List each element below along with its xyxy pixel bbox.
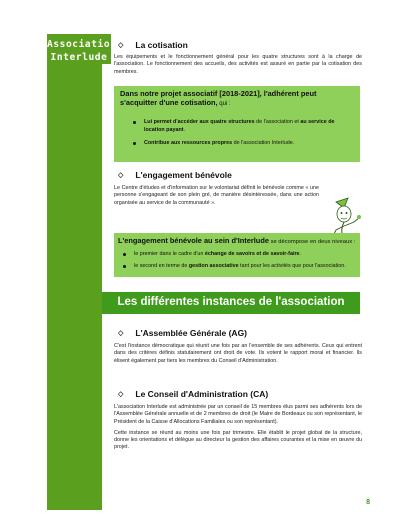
engagement-title-bold: L'engagement bénévole au sein d'Interlude xyxy=(118,236,269,245)
projet-item2-bold: Contribue aux ressources propres xyxy=(144,140,233,146)
square-bullet-icon: ◇ xyxy=(118,42,124,49)
bullet-icon xyxy=(133,142,136,145)
sidebar-notch xyxy=(102,64,111,510)
ag-heading-text: L'Assemblée Générale (AG) xyxy=(135,328,248,338)
bullet-icon xyxy=(123,253,126,256)
section-title: Les différentes instances de l'association xyxy=(117,296,345,308)
sidebar-title-line1: Association xyxy=(47,39,117,50)
square-bullet-icon: ◇ xyxy=(118,391,124,398)
ca-heading xyxy=(114,389,362,399)
projet-item1-bold: Lui permet d'accéder aux quatre structures xyxy=(144,119,255,125)
ag-text: C'est l'instance démocratique qui réunit une fois par an l'ensemble de ses adhérents. Ceux qui entrent dans des critères définis statutairement ont droit de vote. Ils votent le rapport moral et financier. Ils élisent également par tiers les membres du Conseil d'Administration. xyxy=(114,343,362,364)
projet-item2-rest: de l'association Interlude. xyxy=(232,140,295,146)
ag-section xyxy=(114,328,362,365)
list-item xyxy=(120,263,356,271)
engagement-item1-pre: le premier dans le cadre d'un xyxy=(134,251,205,257)
square-bullet-icon: ◇ xyxy=(118,172,124,179)
sidebar-title-line2: Interlude xyxy=(50,52,108,63)
engagement-box-title xyxy=(118,236,356,247)
engagement-item2-pre: le second en terme de xyxy=(134,262,189,269)
engagement-item2-end: tant pour les activités que pour l'association. xyxy=(238,262,346,269)
benevole-text: Le Centre d'études et d'information sur le volontariat définit le bénévole comme « une personne s'engageant de son plein gré, de manière désintéressée, dans une action organisée au service de la communauté ». xyxy=(114,185,319,206)
projet-box-title-rest: qui : xyxy=(217,101,231,107)
benevole-heading-text: L'engagement bénévole xyxy=(135,170,232,180)
projet-list xyxy=(130,119,354,148)
ca-heading-text: Le Conseil d'Administration (CA) xyxy=(135,389,269,399)
benevole-heading xyxy=(114,170,319,180)
bullet-icon xyxy=(133,121,136,124)
engagement-box xyxy=(114,233,360,277)
list-item xyxy=(130,119,354,134)
cotisation-heading-text: La cotisation xyxy=(135,40,188,50)
square-bullet-icon: ◇ xyxy=(118,330,124,337)
engagement-item1-end: . xyxy=(299,251,302,257)
projet-box-title xyxy=(120,89,354,109)
cotisation-text: Les équipements et le fonctionnement général pour les quatre structures sont à la charge de l'association. Le fonctionnement des accueils, des activités est assuré en partie par la cotisation des membres. xyxy=(114,54,362,75)
projet-item1-end: . xyxy=(183,126,186,133)
projet-box-title-bold: Dans notre projet associatif [2018-2021], l'adhérent peut s'acquitter d'une cotisation, xyxy=(120,89,317,107)
ag-heading xyxy=(114,328,362,338)
cotisation-heading xyxy=(114,40,362,50)
page-number: 8 xyxy=(366,499,370,506)
benevole-section xyxy=(114,170,319,207)
section-title-bar xyxy=(102,292,360,314)
projet-item1-bold2: au service de location payant xyxy=(144,119,335,133)
bullet-icon xyxy=(123,265,126,268)
engagement-list xyxy=(120,251,356,270)
sidebar-band xyxy=(47,34,102,510)
projet-box xyxy=(114,86,360,162)
sidebar-title xyxy=(47,34,117,64)
list-item xyxy=(130,140,354,148)
engagement-item1-bold: échange de savoirs et de savoir-faire xyxy=(204,251,300,257)
projet-item1-rest: de l'association et xyxy=(254,119,301,125)
ca-text-1: L'association Interlude est administrée par un conseil de 15 membres élus parmi ses adhérents lors de l'Assemblée Générale annuelle et de 2 membres de droit (le Maire de Bordeaux ou son représentant, le Président de la Caisse d'Allocations Familiales ou son représentant). xyxy=(114,404,362,425)
ca-text-2: Cette instance se réunit au moins une fois par trimestre. Elle établit le projet global de la structure, donne les orientations et délègue au directeur la gestion des affaires courantes et la mise en œuvre du projet. xyxy=(114,429,362,451)
cotisation-section xyxy=(114,40,362,76)
ca-section xyxy=(114,389,362,452)
list-item xyxy=(120,251,356,259)
engagement-item2-bold: gestion associative xyxy=(188,262,239,269)
engagement-title-rest: se décompose en deux niveaux : xyxy=(268,239,356,245)
